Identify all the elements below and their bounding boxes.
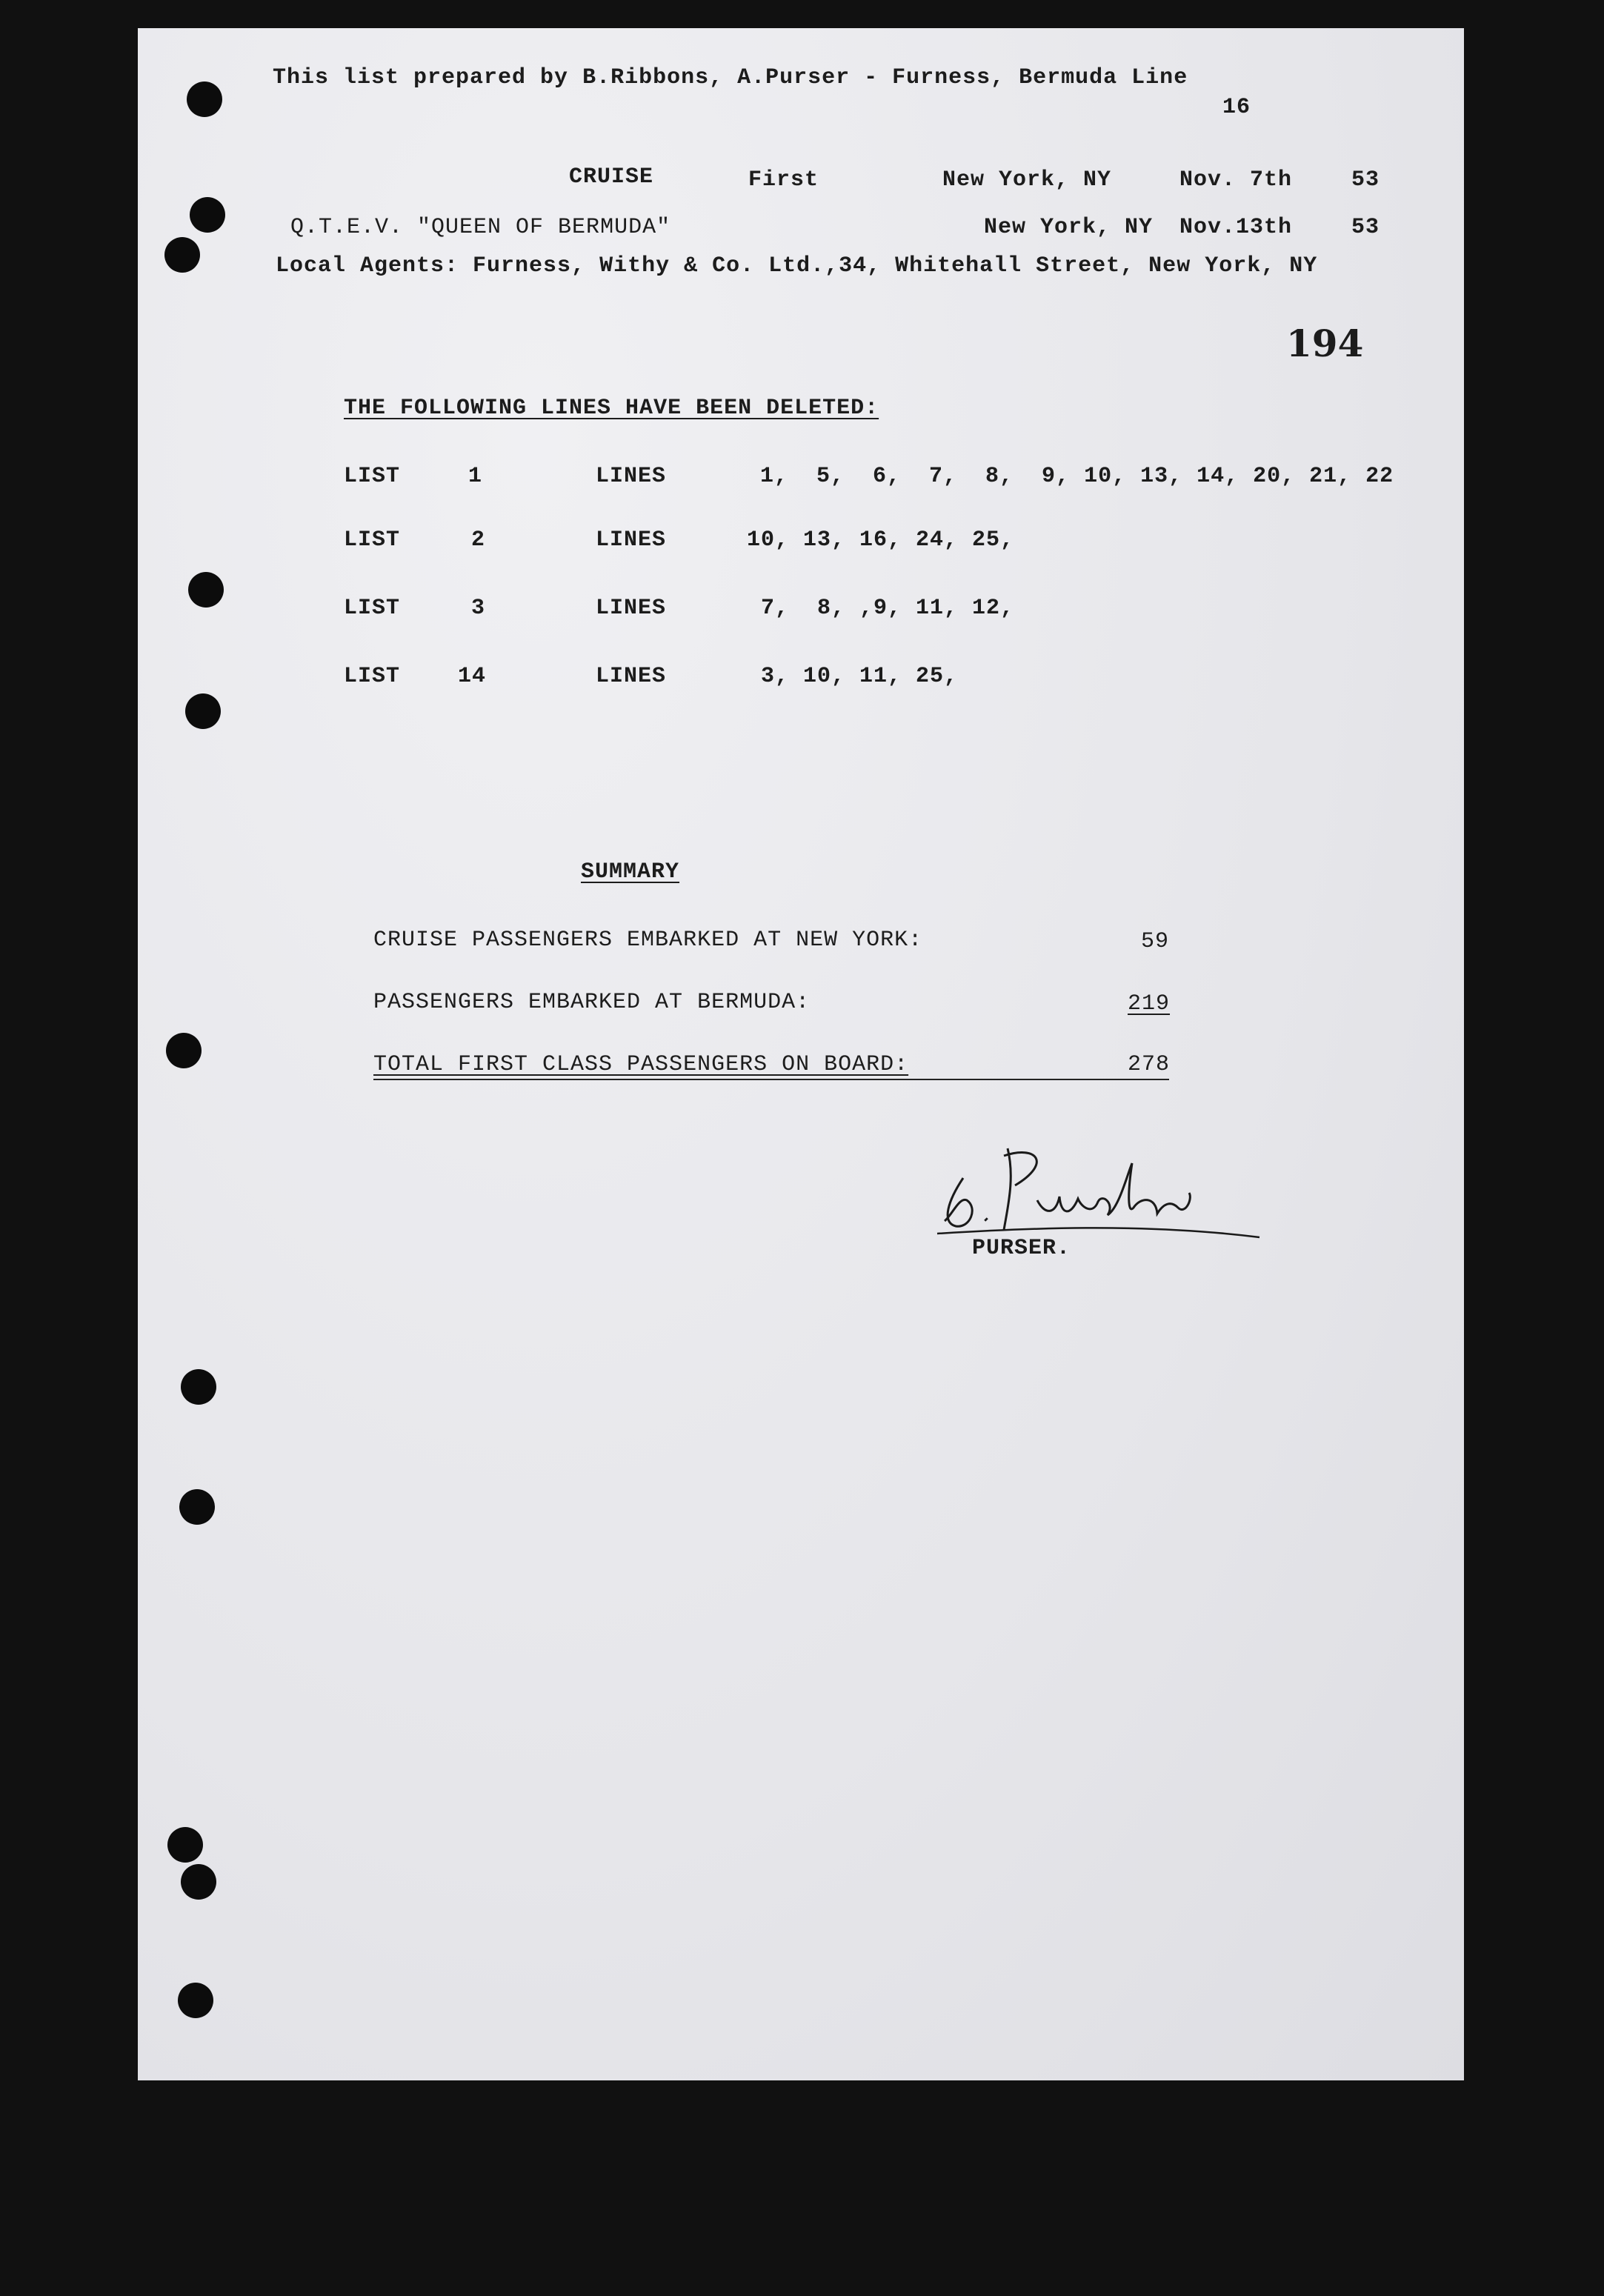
sheet-number: 16 bbox=[1222, 95, 1251, 120]
punch-hole bbox=[178, 1983, 213, 2018]
punch-hole bbox=[188, 572, 224, 608]
depart-year: 53 bbox=[1351, 167, 1380, 193]
summary-label: PASSENGERS EMBARKED AT BERMUDA: bbox=[373, 990, 811, 1015]
arrive-date: Nov.13th bbox=[1179, 215, 1293, 240]
summary-heading: SUMMARY bbox=[581, 859, 680, 885]
punch-hole bbox=[181, 1369, 216, 1405]
ship-name: Q.T.E.V. "QUEEN OF BERMUDA" bbox=[290, 215, 671, 240]
summary-value: 278 bbox=[1128, 1052, 1171, 1077]
prepared-by-line: This list prepared by B.Ribbons, A.Purser - Furness, Bermuda Line bbox=[273, 65, 1188, 90]
deleted-lines: 3, 10, 11, 25, bbox=[747, 664, 959, 689]
list-number: 1 bbox=[468, 464, 483, 489]
punch-hole bbox=[164, 237, 200, 273]
punch-hole bbox=[185, 693, 221, 729]
punch-hole bbox=[190, 197, 225, 233]
lines-label: LINES bbox=[596, 528, 667, 553]
lines-label: LINES bbox=[596, 664, 667, 689]
lines-label: LINES bbox=[596, 464, 667, 489]
punch-hole bbox=[167, 1827, 203, 1863]
summary-label: CRUISE PASSENGERS EMBARKED AT NEW YORK: bbox=[373, 928, 923, 953]
list-number: 3 bbox=[471, 596, 486, 621]
stamp-number: 194 bbox=[1286, 322, 1364, 365]
summary-value: 219 bbox=[1128, 991, 1171, 1016]
deleted-lines: 7, 8, ,9, 11, 12, bbox=[747, 596, 1015, 621]
deleted-lines: 1, 5, 6, 7, 8, 9, 10, 13, 14, 20, 21, 22 bbox=[760, 464, 1394, 489]
list-number: 14 bbox=[458, 664, 487, 689]
total-underline bbox=[373, 1079, 1169, 1080]
summary-label: TOTAL FIRST CLASS PASSENGERS ON BOARD: bbox=[373, 1052, 909, 1077]
deleted-heading: THE FOLLOWING LINES HAVE BEEN DELETED: bbox=[344, 396, 879, 421]
list-label: LIST bbox=[344, 664, 401, 689]
list-label: LIST bbox=[344, 464, 401, 489]
punch-hole bbox=[181, 1864, 216, 1900]
purser-title: PURSER. bbox=[972, 1236, 1071, 1261]
passenger-class: First bbox=[748, 167, 819, 193]
lines-label: LINES bbox=[596, 596, 667, 621]
voyage-type: CRUISE bbox=[569, 164, 654, 190]
depart-date: Nov. 7th bbox=[1179, 167, 1293, 193]
summary-value: 59 bbox=[1141, 929, 1170, 954]
list-label: LIST bbox=[344, 528, 401, 553]
local-agents: Local Agents: Furness, Withy & Co. Ltd.,34, Whitehall Street, New York, NY bbox=[276, 253, 1318, 279]
punch-hole bbox=[166, 1033, 202, 1068]
depart-place: New York, NY bbox=[942, 167, 1112, 193]
list-label: LIST bbox=[344, 596, 401, 621]
deleted-lines: 10, 13, 16, 24, 25, bbox=[747, 528, 1015, 553]
punch-hole bbox=[179, 1489, 215, 1525]
punch-hole bbox=[187, 81, 222, 117]
arrive-year: 53 bbox=[1351, 215, 1380, 240]
list-number: 2 bbox=[471, 528, 486, 553]
arrive-place: New York, NY bbox=[984, 215, 1154, 240]
